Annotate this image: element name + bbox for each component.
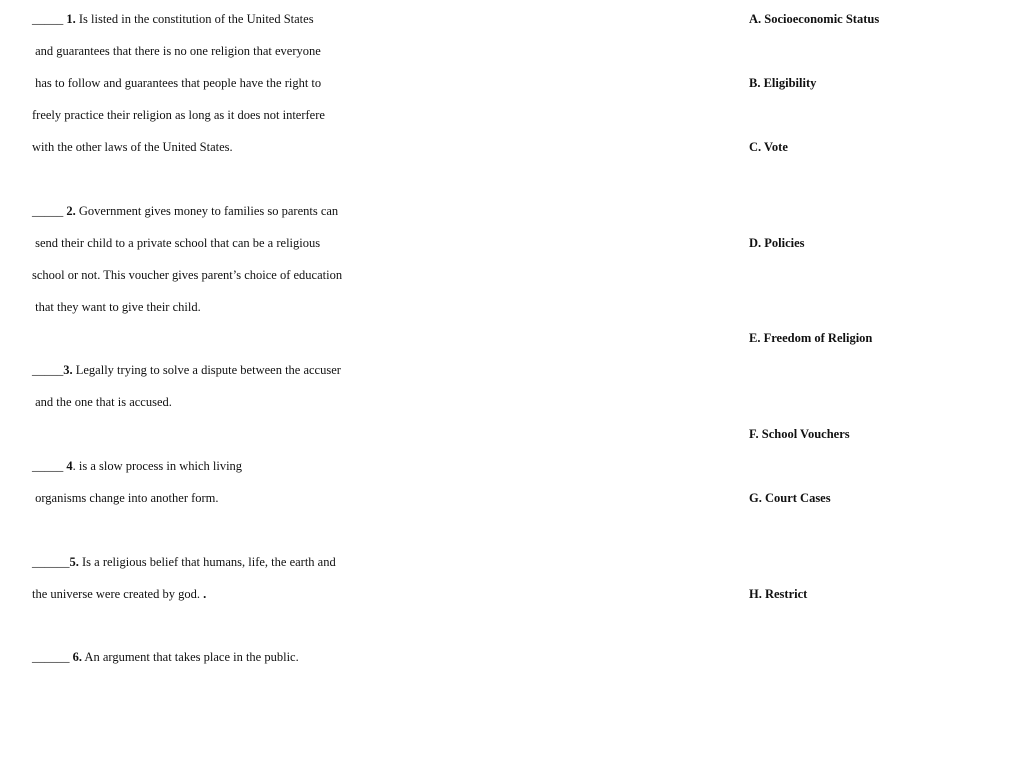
question-5-line-2 <box>32 587 206 601</box>
question-text: has to follow and guarantees that people have the right to <box>32 76 322 90</box>
question-text: Legally trying to solve a dispute between the accuser <box>72 363 341 377</box>
answer-blank: ______ <box>32 650 73 664</box>
question-number: 4 <box>66 459 73 473</box>
answer-blank: _____ <box>32 204 67 218</box>
option-d: D. Policies <box>749 236 805 250</box>
question-text: send their child to a private school that can be a religious <box>32 236 321 250</box>
question-text: Government gives money to families so parents can <box>75 204 339 218</box>
question-5-line-1 <box>32 555 336 569</box>
question-text: . is a slow process in which living <box>72 459 243 473</box>
question-text: An argument that takes place in the public. <box>82 650 299 664</box>
question-text: and guarantees that there is no one religion that everyone <box>32 44 321 58</box>
question-text: organisms change into another form. <box>32 491 219 505</box>
question-text: that they want to give their child. <box>32 300 201 314</box>
option-h: H. Restrict <box>749 587 808 601</box>
answer-blank: ______ <box>32 555 70 569</box>
question-text: Is listed in the constitution of the United States <box>75 12 314 26</box>
question-text: the universe were created by god. <box>32 587 204 601</box>
question-text: and the one that is accused. <box>32 395 172 409</box>
answer-blank: _____ <box>32 12 67 26</box>
option-c: C. Vote <box>749 140 788 154</box>
question-text: Is a religious belief that humans, life, the earth and <box>78 555 336 569</box>
question-1-line-1 <box>32 12 314 26</box>
question-text: with the other laws of the United States. <box>32 140 233 154</box>
option-b: B. Eligibility <box>749 76 817 90</box>
question-number: 5. <box>69 555 79 569</box>
question-text: school or not. This voucher gives parent’s choice of education <box>32 268 343 282</box>
answer-blank: _____ <box>32 459 67 473</box>
question-text: freely practice their religion as long as it does not interfere <box>32 108 325 122</box>
answer-blank: _____ <box>32 363 64 377</box>
question-number: 2. <box>66 204 76 218</box>
question-number: 6. <box>72 650 82 664</box>
option-a: A. Socioeconomic Status <box>749 12 880 26</box>
question-number: 1. <box>66 12 76 26</box>
question-3-line-1 <box>32 363 341 377</box>
question-number: 3. <box>63 363 73 377</box>
question-6-line-1 <box>32 650 299 664</box>
option-e: E. Freedom of Religion <box>749 331 873 345</box>
question-2-line-1 <box>32 204 338 218</box>
option-f: F. School Vouchers <box>749 427 850 441</box>
option-g: G. Court Cases <box>749 491 831 505</box>
question-4-line-1 <box>32 459 242 473</box>
trailing-period: . <box>203 587 207 601</box>
